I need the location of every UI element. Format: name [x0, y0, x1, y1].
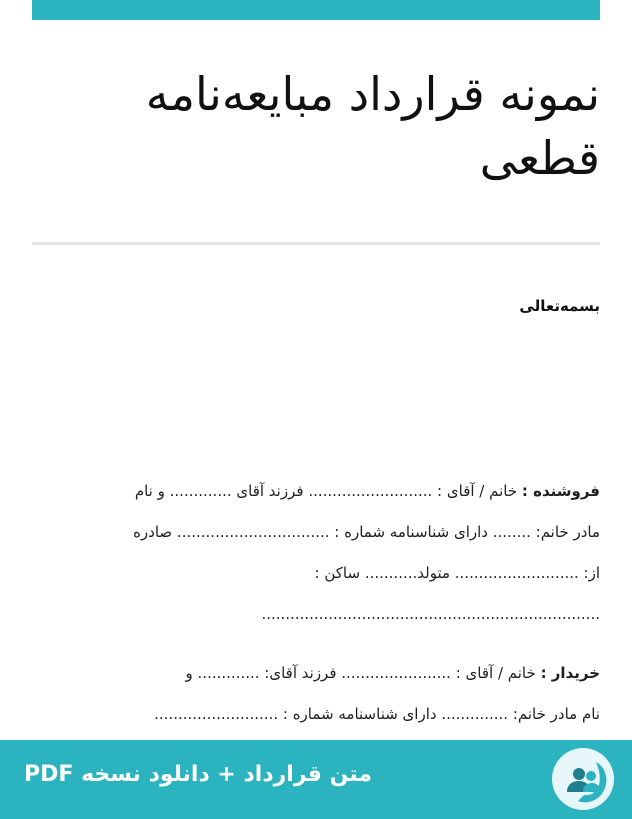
- download-banner[interactable]: [0, 740, 632, 819]
- seller-line-1: [32, 471, 600, 512]
- people-chat-logo-svg: [552, 748, 614, 810]
- seller-section: [32, 471, 600, 635]
- people-chat-logo-icon: [552, 748, 614, 810]
- download-banner-text[interactable]: متن قرارداد + دانلود نسخه PDF: [24, 762, 372, 787]
- title-divider: [32, 242, 600, 245]
- buyer-line-2: نام مادر خانم: .............. دارای شناسنامه شماره : ..........................: [154, 705, 600, 723]
- page-title: [32, 62, 600, 190]
- seller-line-1-text: خانم / آقای : .......................... فرزند آقای ............. و نام: [134, 482, 518, 500]
- page-title-line1: نمونه قرارداد مبایعه‌نامه: [145, 67, 600, 121]
- buyer-line-1: [32, 653, 600, 694]
- seller-label: فروشنده :: [521, 482, 600, 500]
- buyer-section: [32, 653, 600, 735]
- page-title-line2: قطعی: [479, 131, 600, 185]
- top-accent-bar: [32, 0, 600, 20]
- basmala-heading: بسمه‌تعالی: [519, 297, 600, 315]
- seller-line-3: از: .......................... متولد........... ساکن :: [314, 564, 600, 582]
- buyer-line-1-text: خانم / آقای : ....................... فرزند آقای: ............. و: [185, 664, 536, 682]
- seller-line-2: مادر خانم: ........ دارای شناسنامه شماره : ................................ صادره: [133, 523, 600, 541]
- seller-line-4: .......................................................................: [261, 605, 600, 623]
- buyer-label: خریدار :: [540, 664, 600, 682]
